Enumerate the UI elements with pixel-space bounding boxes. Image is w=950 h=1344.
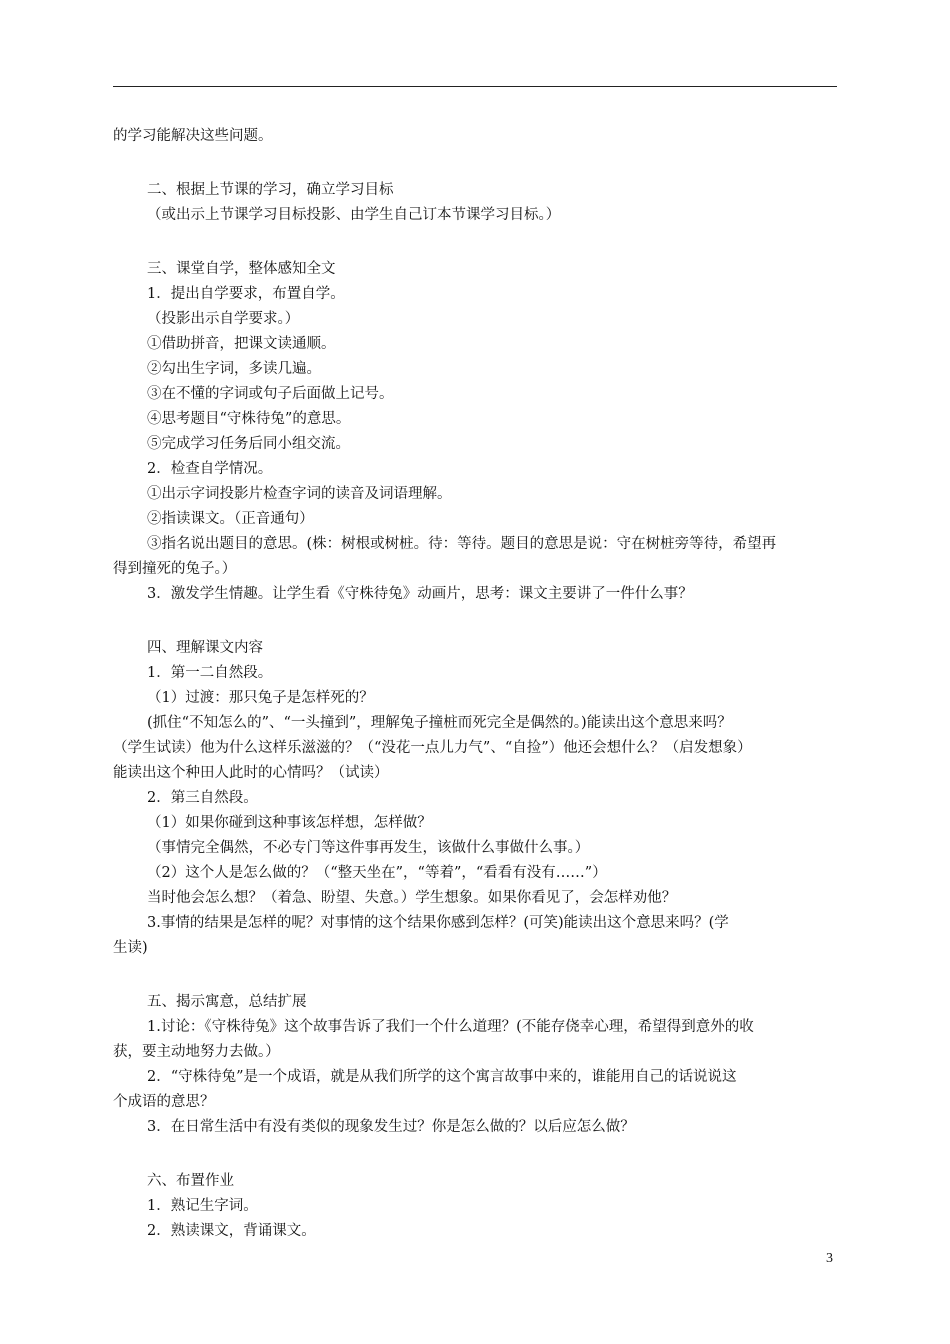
text-line: ①出示字词投影片检查字词的读音及词语理解。 (147, 486, 452, 502)
page-number: 3 (826, 1251, 833, 1266)
text-line: 三、课堂自学，整体感知全文 (147, 261, 336, 277)
text-line: 二、根据上节课的学习，确立学习目标 (147, 182, 394, 198)
text-line: 得到撞死的兔子。） (113, 561, 237, 577)
text-line: 3.事情的结果是怎样的呢？对事情的这个结果你感到怎样？(可笑)能读出这个意思来吗？(学 (147, 915, 729, 931)
text-line: 3．激发学生情趣。让学生看《守株待兔》动画片，思考：课文主要讲了一件什么事？ (147, 586, 693, 602)
text-line: （或出示上节课学习目标投影、由学生自己订本节课学习目标。） (147, 207, 561, 223)
text-line: 生读) (113, 940, 148, 956)
text-line: 2．检查自学情况。 (147, 461, 273, 477)
text-line: ②勾出生字词，多读几遍。 (147, 361, 321, 377)
text-line: ②指读课文。（正音通句） (147, 511, 314, 527)
text-line: 六、布置作业 (147, 1173, 234, 1189)
text-line: 个成语的意思？ (113, 1094, 215, 1110)
text-line: ①借助拼音，把课文读通顺。 (147, 336, 336, 352)
paragraph-spacer (113, 149, 837, 178)
text-line: 1．提出自学要求，布置自学。 (147, 286, 345, 302)
text-line: 1．熟记生字词。 (147, 1198, 258, 1214)
text-line: 1．第一二自然段。 (147, 665, 273, 681)
text-line: ③在不懂的字词或句子后面做上记号。 (147, 386, 394, 402)
text-line: ④思考题目“守株待兔”的意思。 (147, 411, 351, 427)
text-line: 能读出这个种田人此时的心情吗？（试读） (113, 765, 389, 781)
header-rule (113, 86, 837, 87)
text-line: ⑤完成学习任务后同小组交流。 (147, 436, 350, 452)
document-body (113, 124, 837, 1244)
text-line: 2．熟读课文，背诵课文。 (147, 1223, 316, 1239)
text-line: (抓住“不知怎么的”、“一头撞到”，理解兔子撞桩而死完全是偶然的。)能读出这个意思来吗？ (147, 715, 732, 731)
text-line: （事情完全偶然，不必专门等这件事再发生，该做什么事做什么事。） (147, 840, 590, 856)
paragraph-spacer (113, 228, 837, 257)
paragraph-spacer (113, 1140, 837, 1169)
text-line: 2．第三自然段。 (147, 790, 258, 806)
text-line: （2）这个人是怎么做的？（“整天坐在”，“等着”，“看看有没有……”） (147, 865, 607, 881)
text-line: （投影出示自学要求。） (147, 311, 300, 327)
text-line: 2．“守株待兔”是一个成语，就是从我们所学的这个寓言故事中来的，谁能用自己的话说说这 (147, 1069, 737, 1085)
text-line: 3．在日常生活中有没有类似的现象发生过？你是怎么做的？以后应怎么做？ (147, 1119, 635, 1135)
text-line: 四、理解课文内容 (147, 640, 263, 656)
text-line: （1）如果你碰到这种事该怎样想，怎样做？ (147, 815, 432, 831)
text-line: 五、揭示寓意，总结扩展 (147, 994, 307, 1010)
text-line: 的学习能解决这些问题。 (113, 128, 273, 144)
text-line: ③指名说出题目的意思。(株：树根或树桩。待：等待。题目的意思是说：守在树桩旁等待，希望再 (147, 536, 777, 552)
text-line: （1）过渡：那只兔子是怎样死的？ (147, 690, 374, 706)
paragraph-spacer (113, 961, 837, 990)
text-line: 当时他会怎么想？（着急、盼望、失意。）学生想象。如果你看见了，会怎样劝他？ (147, 890, 677, 906)
paragraph-spacer (113, 607, 837, 636)
text-line: 获，要主动地努力去做。） (113, 1044, 280, 1060)
text-line: 1.讨论：《守株待兔》这个故事告诉了我们一个什么道理？(不能存侥幸心理，希望得到意外的收 (147, 1019, 754, 1035)
text-line: （学生试读）他为什么这样乐滋滋的？（“没花一点儿力气”、“自捡”）他还会想什么？（启发想象） (113, 740, 752, 756)
